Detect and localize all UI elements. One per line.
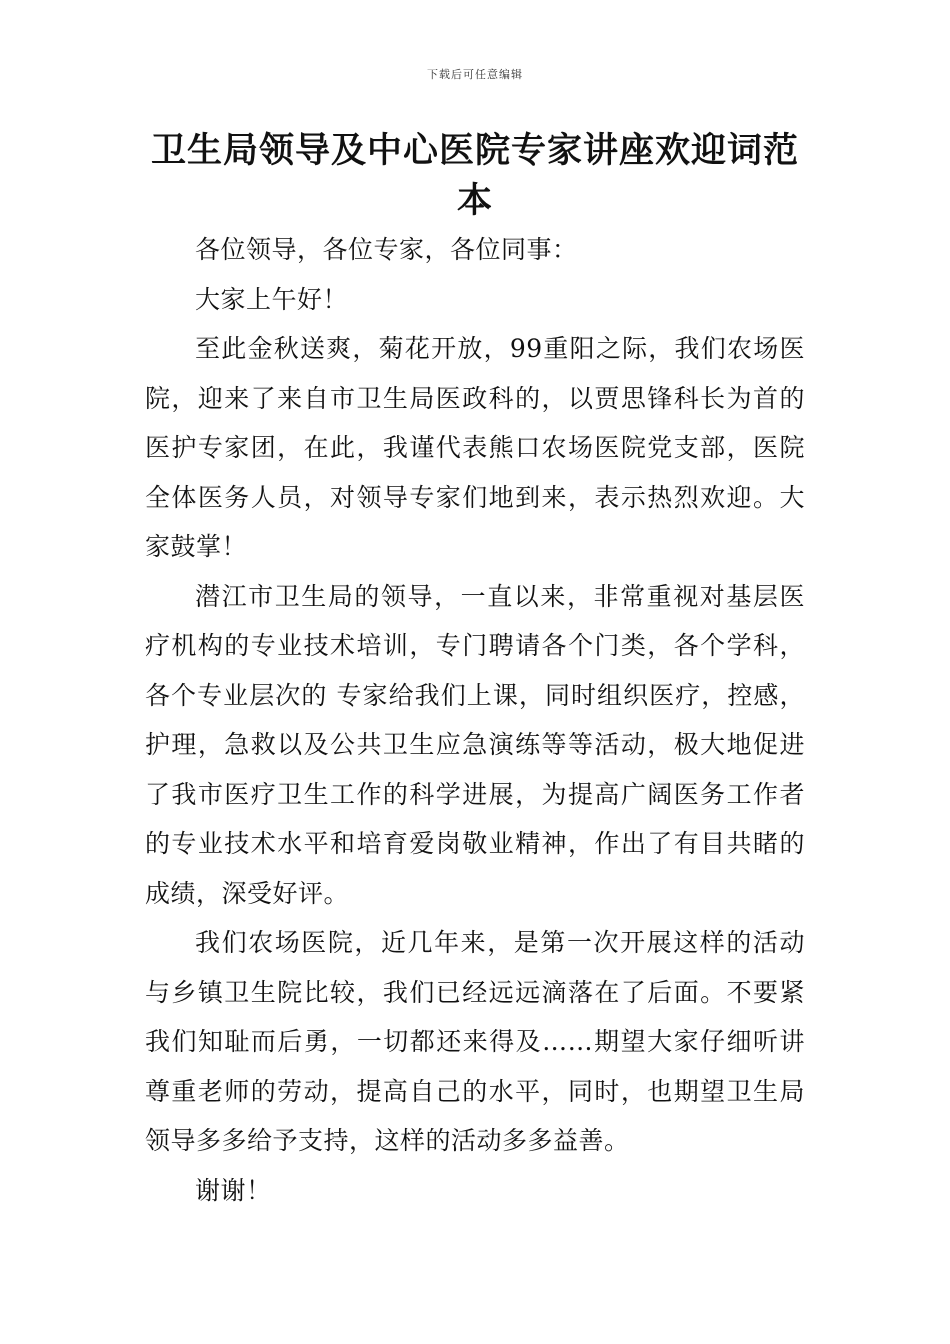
greeting: 大家上午好！: [195, 284, 349, 314]
document-title: 卫生局领导及中心医院专家讲座欢迎词范本: [150, 131, 799, 221]
body-paragraph: 我们农场医院，近几年来，是第一次开展这样的活动与乡镇卫生院比较，我们已经远远滴落在了后面。不要紧我们知耻而后勇，一切都还来得及……期望大家仔细听讲尊重老师的劳动，提高自己的水平，同时，也期望卫生局领导多多给予支持，这样的活动多多益善。: [145, 928, 805, 1155]
body-paragraph: 潜江市卫生局的领导，一直以来，非常重视对基层医疗机构的专业技术培训，专门聘请各个门类，各个学科，各个专业层次的 专家给我们上课，同时组织医疗，控感，护理，急救以及公共卫生应急演练等等活动，极大地促进了我市医疗卫生工作的科学进展，为提高广阔医务工作者的专业技术水平和培育爱岗敬业精神，作出了有目共睹的成绩，深受好评。: [145, 581, 805, 908]
closing: 谢谢！: [195, 1175, 272, 1205]
body-paragraph: 至此金秋送爽，菊花开放，99重阳之际，我们农场医院，迎来了来自市卫生局医政科的，以贾思锋科长为首的医护专家团，在此，我谨代表熊口农场医院党支部，医院全体医务人员，对领导专家们地到来，表示热烈欢迎。大家鼓掌！: [145, 334, 805, 561]
header-note: 下载后可任意编辑: [427, 68, 523, 81]
document-body: [145, 225, 805, 1215]
salutation: 各位领导，各位专家，各位同事：: [195, 235, 578, 264]
